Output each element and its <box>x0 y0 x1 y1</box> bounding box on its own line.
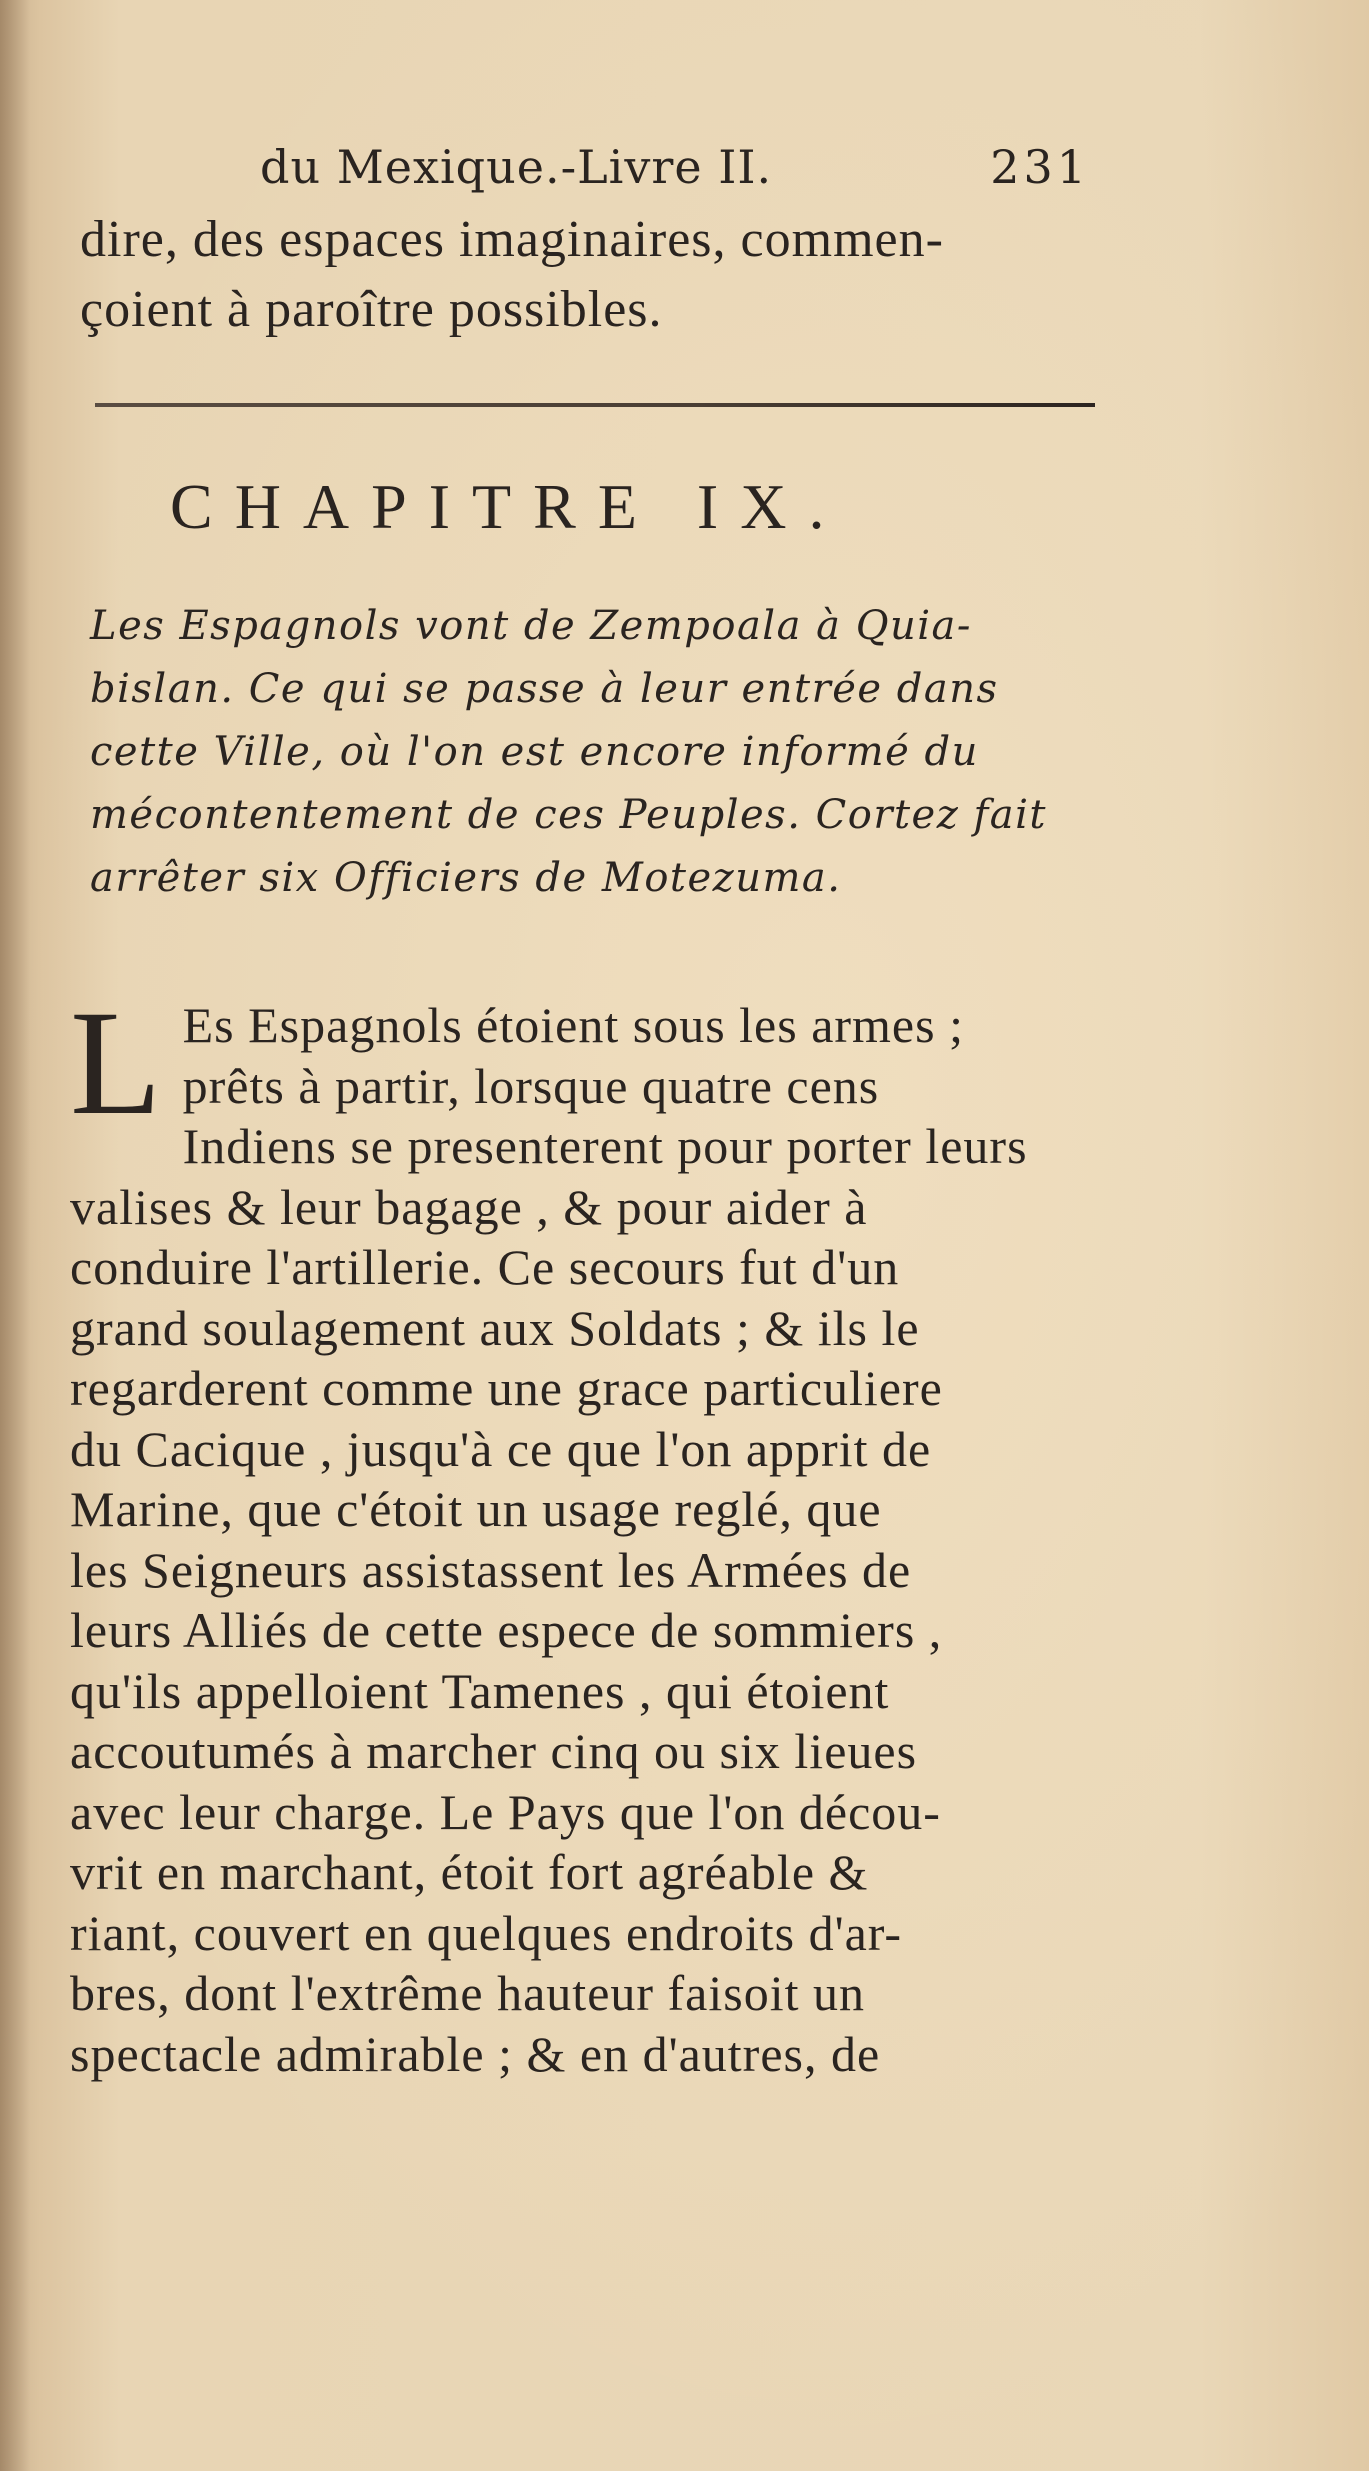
page-number: 231 <box>990 140 1090 194</box>
summary-line: cette Ville, où l'on est encore informé du <box>90 729 979 775</box>
text-line: çoient à paroître possibles. <box>80 281 663 338</box>
summary-line: mécontentement de ces Peuples. Cortez fait <box>90 792 1048 838</box>
paragraph-line: les Seigneurs assistassent les Armées de <box>70 1541 912 1598</box>
paragraph-line: du Cacique , jusqu'à ce que l'on apprit de <box>70 1420 932 1477</box>
paragraph-line: Es Espagnols étoient sous les armes ; <box>182 997 964 1053</box>
running-title: du Mexique.-Livre II. <box>260 140 773 194</box>
paragraph-line: spectacle admirable ; & en d'autres, de <box>70 2025 881 2082</box>
paragraph-line: avec leur charge. Le Pays que l'on décou- <box>70 1783 941 1840</box>
chapter-summary <box>90 595 1100 910</box>
text-line: dire, des espaces imaginaires, commen- <box>80 211 944 268</box>
paragraph-line: riant, couvert en quelques endroits d'ar- <box>70 1904 903 1961</box>
summary-line: arrêter six Officiers de Motezuma. <box>90 855 842 901</box>
paragraph-line: bres, dont l'extrême hauteur faisoit un <box>70 1965 866 2021</box>
drop-cap: L <box>70 980 163 1146</box>
summary-line: bislan. Ce qui se passe à leur entrée dans <box>90 666 999 712</box>
paragraph-line: leurs Alliés de cette espece de sommiers , <box>70 1602 943 1658</box>
paragraph-line: qu'ils appelloient Tamenes , qui étoient <box>70 1662 890 1719</box>
paragraph-line: Marine, que c'étoit un usage reglé, que <box>70 1481 882 1537</box>
paragraph-line: prêts à partir, lorsque quatre cens <box>182 1057 880 1114</box>
paragraph-line: valises & leur bagage , & pour aider à <box>70 1178 868 1235</box>
section-divider <box>95 403 1095 407</box>
page-gutter-shadow <box>0 0 30 2471</box>
paragraph-line: accoutumés à marcher cinq ou six lieues <box>70 1723 918 1779</box>
paragraph-line: regarderent comme une grace particuliere <box>70 1360 943 1416</box>
continuation-text <box>80 205 1110 345</box>
paragraph-line: grand soulagement aux Soldats ; & ils le <box>70 1299 920 1356</box>
chapter-heading: CHAPITRE IX. <box>170 471 847 542</box>
summary-line: Les Espagnols vont de Zempoala à Quia- <box>90 603 972 649</box>
body-paragraph <box>70 980 1120 2084</box>
paragraph-line: conduire l'artillerie. Ce secours fut d'un <box>70 1239 900 1295</box>
paragraph-line: Indiens se presenterent pour porter leurs <box>182 1118 1028 1174</box>
running-header <box>260 140 1090 210</box>
paragraph-line: vrit en marchant, étoit fort agréable & <box>70 1844 869 1900</box>
